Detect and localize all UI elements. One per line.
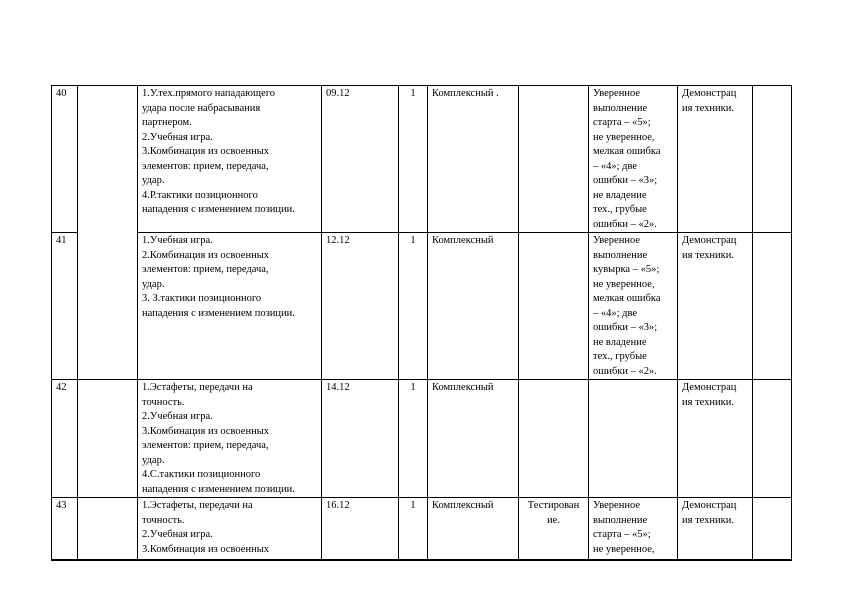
date-cell <box>322 86 399 233</box>
control-cell <box>519 233 589 380</box>
content-cell <box>138 86 322 233</box>
theme-cell <box>78 380 138 498</box>
control-cell <box>519 380 589 498</box>
content-cell <box>138 498 322 560</box>
content-line: точность. <box>142 514 185 526</box>
criteria-line: не уверенное, <box>593 543 655 555</box>
content-line: нападения с изменением позиции. <box>142 307 295 319</box>
type-cell <box>428 380 519 498</box>
theme-cell <box>78 86 138 380</box>
table-row <box>52 86 792 233</box>
criteria-line: старта – «5»; <box>593 117 651 128</box>
criteria-cell <box>589 380 678 498</box>
date-value: 16.12 <box>326 500 350 511</box>
content-line: партнером. <box>142 117 192 128</box>
content-cell <box>138 380 322 498</box>
criteria-line: выполнение <box>593 249 648 261</box>
num-value: 40 <box>56 88 67 99</box>
type-cell <box>428 233 519 380</box>
content-line: 3.Комбинация из освоенных <box>142 146 270 157</box>
content-cell <box>138 233 322 380</box>
criteria-line: Уверенное <box>593 88 640 99</box>
equipment-line: ия техники. <box>682 102 735 114</box>
criteria-line: не владение <box>593 189 647 201</box>
content-line: 4.С.тактики позиционного <box>142 469 261 480</box>
content-line: удара после набрасывания <box>142 102 261 114</box>
hours-value: 1 <box>410 500 416 511</box>
content-line: 2.Учебная игра. <box>142 131 213 143</box>
notes-cell <box>753 380 792 498</box>
table-row <box>52 498 792 560</box>
content-line: удар. <box>142 278 165 290</box>
equipment-line: Демонстрац <box>682 382 737 393</box>
criteria-line: старта – «5»; <box>593 529 651 540</box>
type-cell <box>428 86 519 233</box>
content-line: точность. <box>142 396 185 408</box>
content-line: нападения с изменением позиции. <box>142 204 295 215</box>
num-value: 41 <box>56 235 67 246</box>
table-row <box>52 233 792 380</box>
num-cell <box>52 233 78 380</box>
notes-cell <box>753 233 792 380</box>
criteria-line: мелкая ошибка <box>593 146 661 157</box>
num-cell <box>52 86 78 233</box>
content-line: элементов: прием, передача, <box>142 440 269 451</box>
hours-cell <box>399 498 428 560</box>
equipment-cell <box>678 498 753 560</box>
criteria-line: не уверенное, <box>593 131 655 143</box>
criteria-line: Уверенное <box>593 235 640 246</box>
content-line: 1.У.тех.прямого нападающего <box>142 88 276 99</box>
content-line: удар. <box>142 175 165 186</box>
criteria-cell <box>589 233 678 380</box>
criteria-line: ошибки – «3»; <box>593 175 658 186</box>
criteria-line: Уверенное <box>593 500 640 511</box>
content-line: 3.Комбинация из освоенных <box>142 425 270 437</box>
equipment-line: ия техники. <box>682 514 735 526</box>
hours-value: 1 <box>410 382 416 393</box>
content-line: элементов: прием, передача, <box>142 264 269 275</box>
hours-cell <box>399 380 428 498</box>
content-line: 2.Учебная игра. <box>142 411 213 422</box>
criteria-line: – «4»; две <box>593 160 638 172</box>
hours-cell <box>399 233 428 380</box>
content-line: 1.Эстафеты, передачи на <box>142 382 253 393</box>
num-value: 43 <box>56 500 67 511</box>
equipment-line: ия техники. <box>682 396 735 408</box>
type-value: Комплексный <box>432 235 494 246</box>
criteria-cell <box>589 498 678 560</box>
equipment-cell <box>678 86 753 233</box>
type-value: Комплексный . <box>432 88 499 99</box>
criteria-line: тех., грубые <box>593 351 647 362</box>
date-cell <box>322 498 399 560</box>
criteria-line: выполнение <box>593 514 648 526</box>
content-line: удар. <box>142 454 165 466</box>
control-line: ие. <box>547 514 560 526</box>
control-cell <box>519 86 589 233</box>
equipment-line: Демонстрац <box>682 235 737 246</box>
date-cell <box>322 380 399 498</box>
criteria-line: ошибки – «2». <box>593 365 657 377</box>
criteria-line: не владение <box>593 336 647 348</box>
content-line: 1.Учебная игра. <box>142 235 213 246</box>
content-line: 2.Учебная игра. <box>142 529 213 540</box>
table-row <box>52 380 792 498</box>
content-line: 4.Р.тактики позиционного <box>142 189 258 201</box>
num-cell <box>52 498 78 560</box>
criteria-line: кувырка – «5»; <box>593 264 660 275</box>
criteria-line: ошибки – «2». <box>593 218 657 230</box>
equipment-line: Демонстрац <box>682 88 737 99</box>
equipment-cell <box>678 233 753 380</box>
criteria-line: не уверенное, <box>593 278 655 290</box>
num-cell <box>52 380 78 498</box>
type-value: Комплексный <box>432 500 494 511</box>
control-line: Тестирован <box>527 500 580 511</box>
notes-cell <box>753 498 792 560</box>
notes-cell <box>753 86 792 233</box>
lesson-plan-table <box>51 85 792 561</box>
date-value: 12.12 <box>326 235 350 246</box>
content-line: элементов: прием, передача, <box>142 160 269 172</box>
date-value: 09.12 <box>326 88 350 99</box>
criteria-line: – «4»; две <box>593 307 638 319</box>
control-cell <box>519 498 589 560</box>
criteria-cell <box>589 86 678 233</box>
equipment-cell <box>678 380 753 498</box>
date-cell <box>322 233 399 380</box>
hours-value: 1 <box>410 235 416 246</box>
equipment-line: ия техники. <box>682 249 735 261</box>
type-cell <box>428 498 519 560</box>
date-value: 14.12 <box>326 382 350 393</box>
hours-value: 1 <box>410 88 416 99</box>
hours-cell <box>399 86 428 233</box>
content-line: 3. З.тактики позиционного <box>142 293 262 304</box>
criteria-line: тех., грубые <box>593 204 647 215</box>
criteria-line: выполнение <box>593 102 648 114</box>
equipment-line: Демонстрац <box>682 500 737 511</box>
theme-cell <box>78 498 138 560</box>
criteria-line: мелкая ошибка <box>593 293 661 304</box>
content-line: 2.Комбинация из освоенных <box>142 249 270 261</box>
criteria-line: ошибки – «3»; <box>593 322 658 333</box>
content-line: нападения с изменением позиции. <box>142 483 295 495</box>
content-line: 1.Эстафеты, передачи на <box>142 500 253 511</box>
type-value: Комплексный <box>432 382 494 393</box>
content-line: 3.Комбинация из освоенных <box>142 543 270 555</box>
num-value: 42 <box>56 382 67 393</box>
